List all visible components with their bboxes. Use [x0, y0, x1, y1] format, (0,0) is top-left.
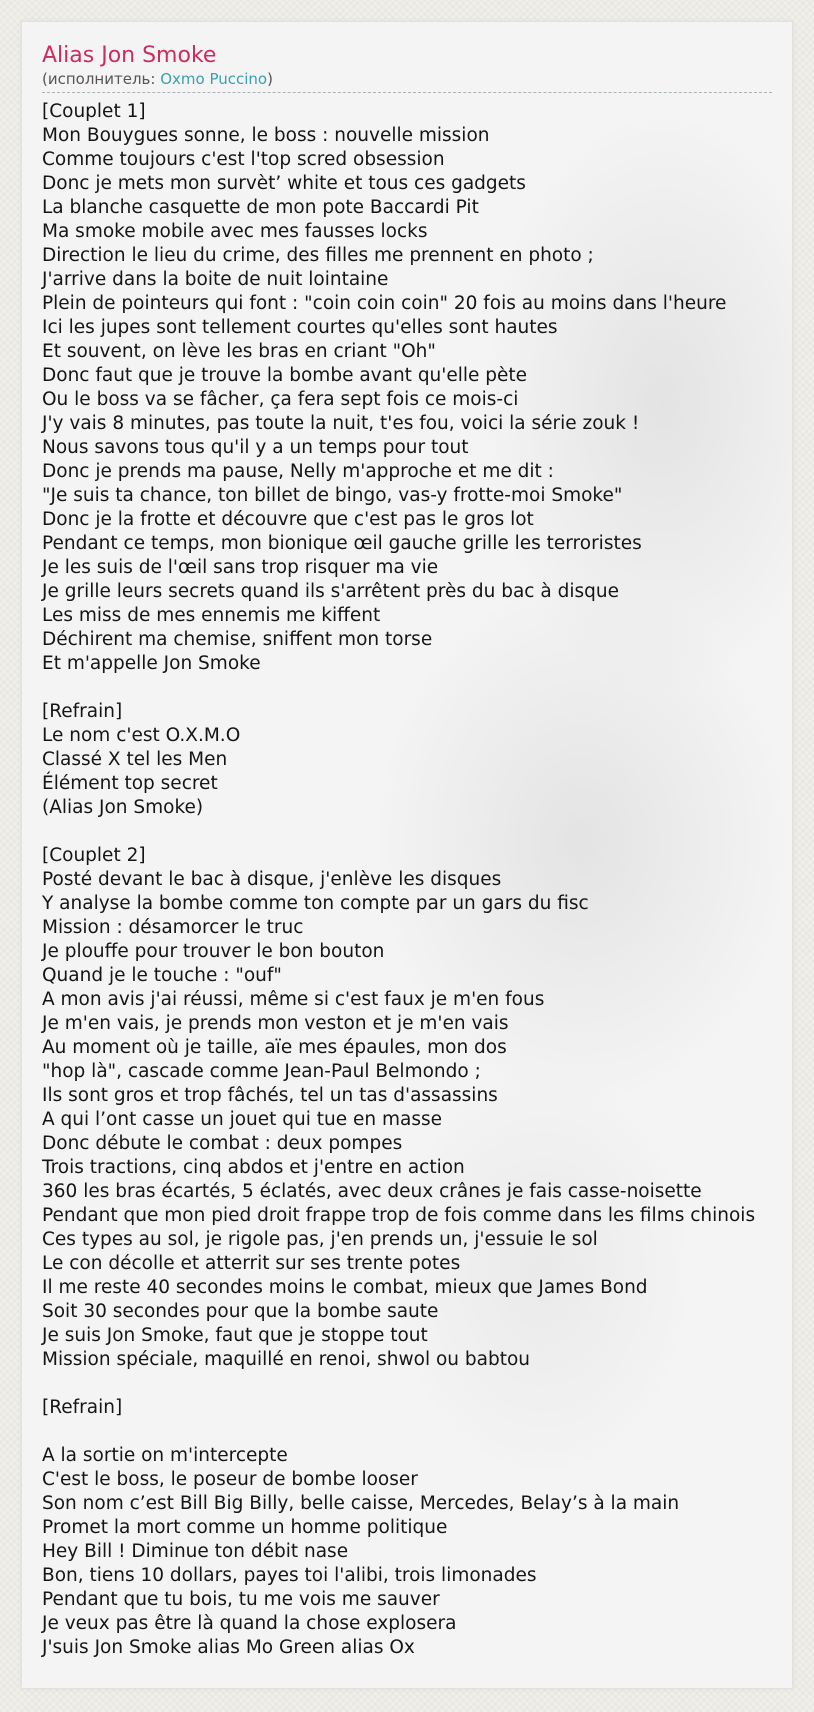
lyrics-line: [Refrain] [42, 1397, 123, 1418]
lyrics-blank-line [42, 1420, 787, 1444]
lyrics-line: Ou le boss va se fâcher, ça fera sept fois ce mois-ci [42, 389, 519, 410]
lyrics-line: Ici les jupes sont tellement courtes qu'elles sont hautes [42, 317, 558, 338]
lyrics-line: "Je suis ta chance, ton billet de bingo, vas-y frotte-moi Smoke" [42, 485, 623, 506]
lyrics-blank-line [42, 676, 787, 700]
lyrics-line: Mon Bouygues sonne, le boss : nouvelle mission [42, 125, 490, 146]
lyrics-line: Je les suis de l'œil sans trop risquer ma vie [42, 557, 439, 578]
lyrics-line: J'y vais 8 minutes, pas toute la nuit, t'es fou, voici la série zouk ! [42, 413, 640, 434]
lyrics-line: Trois tractions, cinq abdos et j'entre en action [42, 1157, 465, 1178]
lyrics-line: Je veux pas être là quand la chose explosera [42, 1613, 457, 1634]
lyrics-line: Pendant que mon pied droit frappe trop de fois comme dans les films chinois [42, 1205, 756, 1226]
lyrics-line: Donc débute le combat : deux pompes [42, 1133, 403, 1154]
lyrics-line: Posté devant le bac à disque, j'enlève les disques [42, 869, 502, 890]
lyrics-line: Je grille leurs secrets quand ils s'arrêtent près du bac à disque [42, 581, 619, 602]
lyrics-line: C'est le boss, le poseur de bombe looser [42, 1469, 418, 1490]
lyrics-line: Donc je prends ma pause, Nelly m'approche et me dit : [42, 461, 554, 482]
lyrics-line: Promet la mort comme un homme politique [42, 1517, 448, 1538]
lyrics-line: Et m'appelle Jon Smoke [42, 653, 261, 674]
lyrics-line: "hop là", cascade comme Jean-Paul Belmondo ; [42, 1061, 481, 1082]
lyrics-card [22, 22, 792, 1688]
lyrics-line: Quand je le touche : "ouf" [42, 965, 282, 986]
lyrics-line: Au moment où je taille, aïe mes épaules, mon dos [42, 1037, 507, 1058]
song-title: Alias Jon Smoke [42, 43, 217, 68]
lyrics-line: (Alias Jon Smoke) [42, 797, 204, 818]
lyrics-line: Son nom c’est Bill Big Billy, belle caisse, Mercedes, Belay’s à la main [42, 1493, 680, 1514]
lyrics-text [42, 100, 787, 1660]
lyrics-line: Il me reste 40 secondes moins le combat, mieux que James Bond [42, 1277, 648, 1298]
lyrics-line: Élément top secret [42, 773, 218, 794]
lyrics-line: Plein de pointeurs qui font : "coin coin coin" 20 fois au moins dans l'heure [42, 293, 727, 314]
lyrics-line: Ma smoke mobile avec mes fausses locks [42, 221, 428, 242]
lyrics-line: Comme toujours c'est l'top scred obsession [42, 149, 445, 170]
lyrics-line: Le nom c'est O.X.M.O [42, 725, 241, 746]
lyrics-line: La blanche casquette de mon pote Baccardi Pit [42, 197, 479, 218]
lyrics-line: Donc je la frotte et découvre que c'est pas le gros lot [42, 509, 534, 530]
lyrics-line: A la sortie on m'intercepte [42, 1445, 288, 1466]
lyrics-line: J'arrive dans la boite de nuit lointaine [42, 269, 389, 290]
lyrics-line: Classé X tel les Men [42, 749, 228, 770]
lyrics-line: [Couplet 2] [42, 845, 146, 866]
lyrics-line: Bon, tiens 10 dollars, payes toi l'alibi, trois limonades [42, 1565, 537, 1586]
lyrics-line: A qui l’ont casse un jouet qui tue en masse [42, 1109, 443, 1130]
lyrics-blank-line [42, 1372, 787, 1396]
lyrics-line: 360 les bras écartés, 5 éclatés, avec deux crânes je fais casse-noisette [42, 1181, 702, 1202]
lyrics-line: Et souvent, on lève les bras en criant "Oh" [42, 341, 436, 362]
performer-prefix: (исполнитель: [42, 70, 161, 88]
lyrics-line: Direction le lieu du crime, des filles me prennent en photo ; [42, 245, 594, 266]
lyrics-line: Donc je mets mon survèt’ white et tous ces gadgets [42, 173, 526, 194]
lyrics-line: Hey Bill ! Diminue ton débit nase [42, 1541, 349, 1562]
lyrics-blank-line [42, 820, 787, 844]
lyrics-line: J'suis Jon Smoke alias Mo Green alias Ox [42, 1637, 415, 1658]
lyrics-line: Ils sont gros et trop fâchés, tel un tas d'assassins [42, 1085, 498, 1106]
lyrics-line: A mon avis j'ai réussi, même si c'est faux je m'en fous [42, 989, 545, 1010]
lyrics-line: Mission spéciale, maquillé en renoi, shwol ou babtou [42, 1349, 531, 1370]
performer-suffix: ) [267, 70, 273, 88]
song-header [42, 42, 772, 93]
lyrics-line: [Couplet 1] [42, 101, 146, 122]
lyrics-line: Je plouffe pour trouver le bon bouton [42, 941, 385, 962]
lyrics-line: Le con décolle et atterrit sur ses trente potes [42, 1253, 461, 1274]
lyrics-line: Ces types au sol, je rigole pas, j'en prends un, j'essuie le sol [42, 1229, 598, 1250]
lyrics-line: Soit 30 secondes pour que la bombe saute [42, 1301, 439, 1322]
lyrics-line: Je suis Jon Smoke, faut que je stoppe tout [42, 1325, 428, 1346]
lyrics-line: Nous savons tous qu'il y a un temps pour tout [42, 437, 469, 458]
lyrics-line: Les miss de mes ennemis me kiffent [42, 605, 381, 626]
lyrics-line: Mission : désamorcer le truc [42, 917, 304, 938]
lyrics-line: Pendant que tu bois, tu me vois me sauver [42, 1589, 440, 1610]
lyrics-line: Y analyse la bombe comme ton compte par un gars du fisc [42, 893, 589, 914]
lyrics-line: Déchirent ma chemise, sniffent mon torse [42, 629, 433, 650]
song-performer-line [42, 70, 772, 88]
lyrics-line: [Refrain] [42, 701, 123, 722]
lyrics-line: Pendant ce temps, mon bionique œil gauche grille les terroristes [42, 533, 642, 554]
lyrics-line: Donc faut que je trouve la bombe avant qu'elle pète [42, 365, 528, 386]
performer-link[interactable]: Oxmo Puccino [160, 70, 268, 88]
lyrics-line: Je m'en vais, je prends mon veston et je m'en vais [42, 1013, 509, 1034]
